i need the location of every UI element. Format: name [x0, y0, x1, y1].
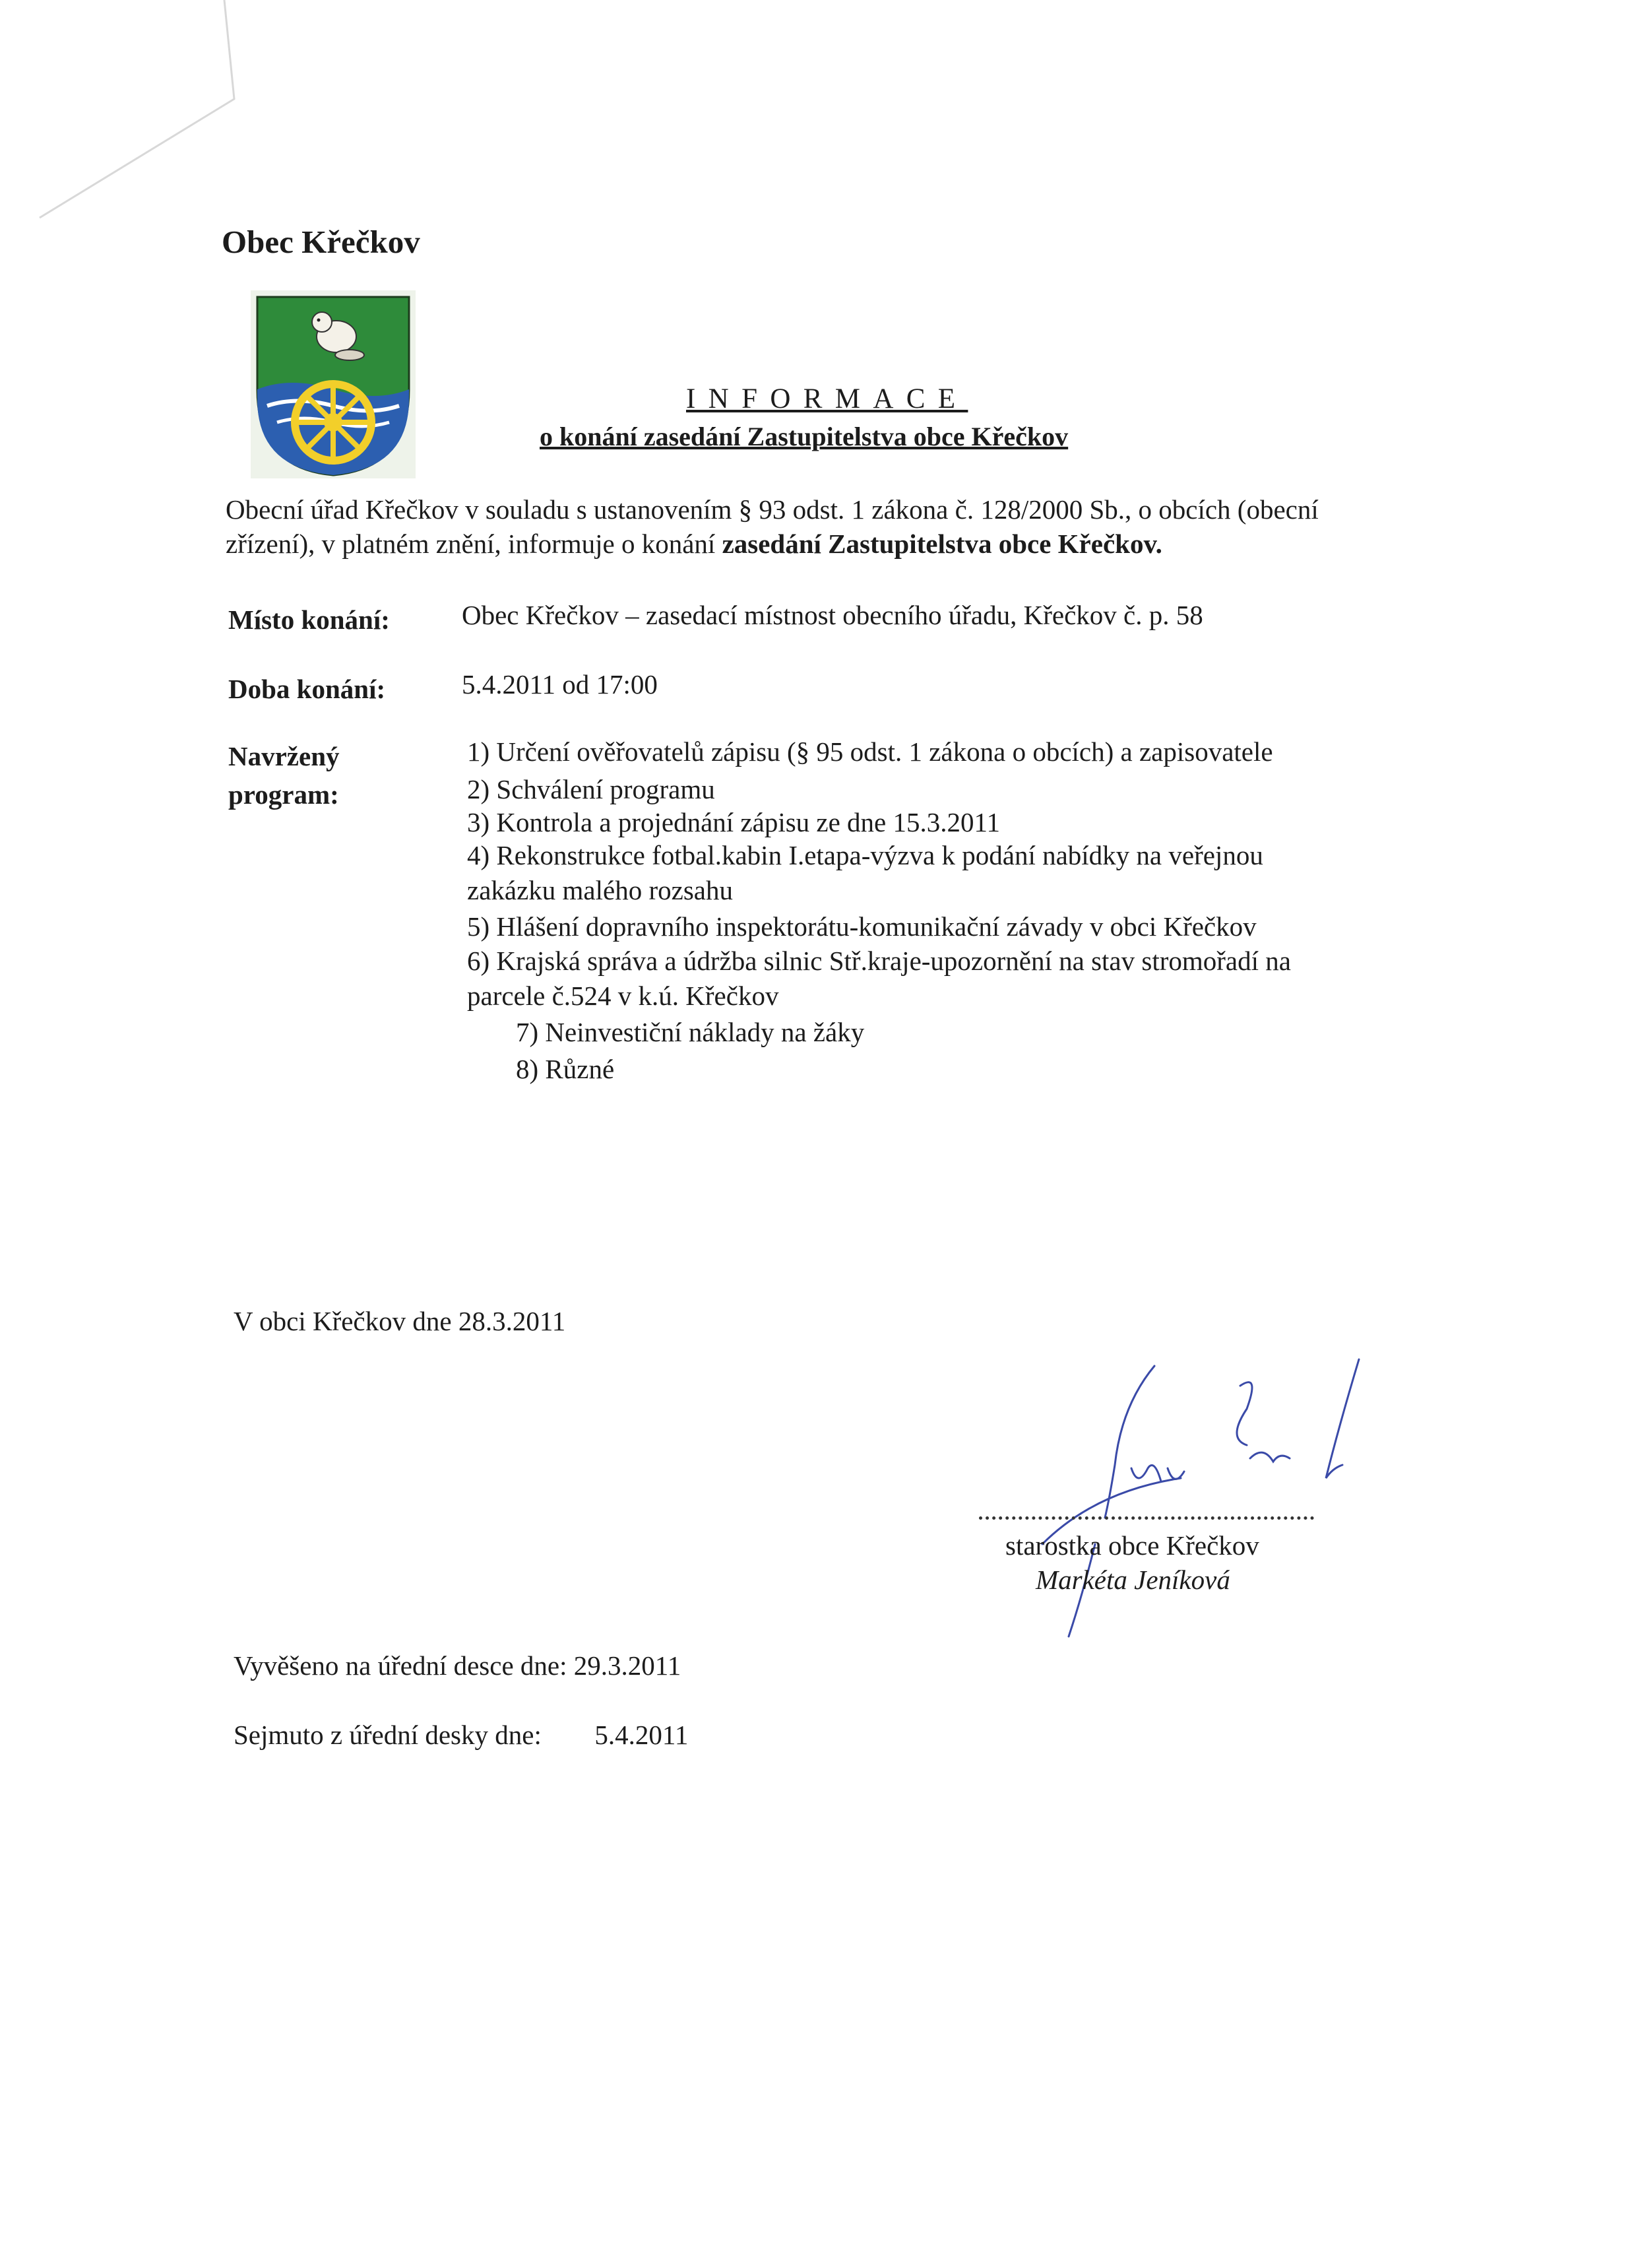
posted-line — [234, 1650, 681, 1681]
signature-line — [979, 1516, 1314, 1520]
municipality-heading: Obec Křečkov — [222, 224, 420, 260]
program-label-line-1: Navržený — [228, 741, 340, 771]
program-item-5: 5) Hlášení dopravního inspektorátu-komunikační závady v obci Křečkov — [467, 911, 1257, 942]
coat-of-arms-icon — [251, 290, 416, 478]
date-line: V obci Křečkov dne 28.3.2011 — [234, 1306, 566, 1336]
place-label: Místo konání: — [228, 604, 390, 635]
document-subtitle: o konání zasedání Zastupitelstva obce Křečkov — [540, 422, 1069, 451]
intro-line-1: Obecní úřad Křečkov v souladu s ustanovením § 93 odst. 1 zákona č. 128/2000 Sb., o obcích (obecní — [226, 494, 1319, 525]
place-value: Obec Křečkov – zasedací místnost obecního úřadu, Křečkov č. p. 58 — [462, 600, 1203, 630]
program-label-line-2: program: — [228, 779, 339, 810]
scan-corner-mark — [0, 0, 251, 238]
signatory-name: Markéta Jeníková — [1036, 1565, 1230, 1595]
document-title: INFORMACE — [686, 383, 968, 414]
program-item-8: 8) Různé — [516, 1054, 615, 1084]
handwritten-signature — [963, 1346, 1412, 1650]
posted-label: Vyvěšeno na úřední desce dne: — [234, 1650, 567, 1681]
program-item-2: 2) Schválení programu — [467, 774, 715, 804]
signatory-role: starostka obce Křečkov — [1005, 1530, 1259, 1561]
intro-line-2-bold: zasedání Zastupitelstva obce Křečkov. — [722, 529, 1162, 559]
program-item-3: 3) Kontrola a projednání zápisu ze dne 15.3.2011 — [467, 807, 1000, 837]
time-label: Doba konání: — [228, 674, 386, 704]
program-item-6: 6) Krajská správa a údržba silnic Stř.kraje-upozornění na stav stromořadí na — [467, 946, 1291, 976]
intro-line-2 — [226, 528, 1162, 560]
program-item-1: 1) Určení ověřovatelů zápisu (§ 95 odst. 1 zákona o obcích) a zapisovatele — [467, 736, 1273, 767]
program-item-4: 4) Rekonstrukce fotbal.kabin I.etapa-výzva k podání nabídky na veřejnou — [467, 840, 1263, 870]
program-item-4-continuation: zakázku malého rozsahu — [467, 875, 733, 905]
posted-date: 29.3.2011 — [573, 1650, 681, 1681]
time-value: 5.4.2011 od 17:00 — [462, 669, 658, 699]
program-item-6-continuation: parcele č.524 v k.ú. Křečkov — [467, 981, 779, 1011]
removed-line — [234, 1719, 688, 1751]
removed-date: 5.4.2011 — [594, 1720, 689, 1750]
program-item-7: 7) Neinvestiční náklady na žáky — [516, 1017, 865, 1047]
removed-label: Sejmuto z úřední desky dne: — [234, 1720, 542, 1750]
intro-line-2-text: zřízení), v platném znění, informuje o konání — [226, 529, 722, 559]
